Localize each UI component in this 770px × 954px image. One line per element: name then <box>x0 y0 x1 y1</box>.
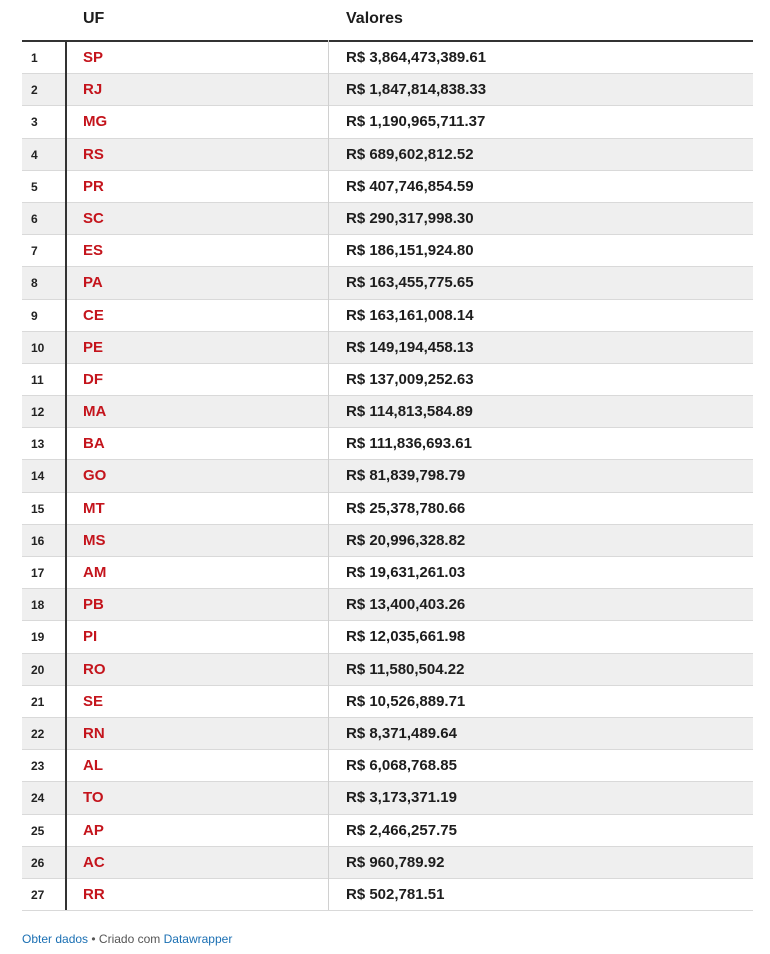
row-rank: 26 <box>31 855 45 870</box>
column-header-valores[interactable]: Valores <box>346 10 403 27</box>
table-row <box>22 589 753 621</box>
row-uf: SE <box>83 692 104 710</box>
row-rank: 11 <box>31 372 44 387</box>
row-value: R$ 407,746,854.59 <box>346 177 474 195</box>
row-uf: RN <box>83 724 105 742</box>
table-row <box>22 525 753 557</box>
row-uf: RR <box>83 885 105 903</box>
row-value: R$ 689,602,812.52 <box>346 145 474 163</box>
row-uf: RO <box>83 660 106 678</box>
data-table <box>22 0 753 911</box>
row-rank: 7 <box>31 244 38 259</box>
row-value: R$ 502,781.51 <box>346 885 445 903</box>
table-row <box>22 686 753 718</box>
row-uf: SC <box>83 209 104 227</box>
row-value: R$ 2,466,257.75 <box>346 821 457 839</box>
row-rank: 24 <box>31 791 45 806</box>
table-row <box>22 815 753 847</box>
row-uf: RJ <box>83 81 103 99</box>
row-uf: MS <box>83 531 106 549</box>
table-body <box>22 42 753 911</box>
row-uf: CE <box>83 306 104 324</box>
table-row <box>22 654 753 686</box>
row-rank: 22 <box>31 726 45 741</box>
row-uf: RS <box>83 145 104 163</box>
table-row <box>22 460 753 492</box>
row-rank: 2 <box>31 83 38 98</box>
row-value: R$ 1,847,814,838.33 <box>346 81 487 99</box>
row-uf: MG <box>83 113 108 131</box>
get-data-link[interactable]: Obter dados <box>22 932 89 946</box>
row-rank: 21 <box>31 694 45 709</box>
row-rank: 5 <box>31 179 38 194</box>
row-uf: AM <box>83 564 107 581</box>
row-uf: TO <box>83 789 104 807</box>
table-row <box>22 879 753 911</box>
row-rank: 16 <box>31 533 45 548</box>
table-row <box>22 493 753 525</box>
row-rank: 17 <box>31 566 45 580</box>
row-rank: 4 <box>31 147 38 162</box>
row-uf: PE <box>83 338 104 356</box>
table-row <box>22 364 753 396</box>
table-row <box>22 396 753 428</box>
table-row <box>22 171 753 203</box>
table-row <box>22 750 753 782</box>
row-rank: 9 <box>31 308 38 323</box>
table-row <box>22 621 753 653</box>
row-uf: PB <box>83 596 104 614</box>
row-rank: 14 <box>31 469 45 484</box>
row-value: R$ 19,631,261.03 <box>346 564 466 581</box>
row-value: R$ 20,996,328.82 <box>346 531 466 549</box>
row-value: R$ 13,400,403.26 <box>346 596 466 614</box>
row-rank: 23 <box>31 759 45 774</box>
footer-credit-text: • Criado com <box>88 932 164 946</box>
row-value: R$ 3,864,473,389.61 <box>346 49 487 66</box>
row-value: R$ 3,173,371.19 <box>346 789 457 807</box>
table-row <box>22 74 753 106</box>
datawrapper-link[interactable]: Datawrapper <box>163 932 233 946</box>
row-rank: 6 <box>31 211 38 226</box>
row-value: R$ 10,526,889.71 <box>346 692 466 710</box>
row-uf: AP <box>83 821 104 839</box>
table-row <box>22 139 753 171</box>
row-uf: DF <box>83 370 103 388</box>
row-value: R$ 6,068,768.85 <box>346 757 457 775</box>
column-divider <box>328 40 329 910</box>
table-row <box>22 267 753 299</box>
row-uf: SP <box>83 49 104 66</box>
row-value: R$ 11,580,504.22 <box>346 660 465 678</box>
row-value: R$ 25,378,780.66 <box>346 499 466 517</box>
row-rank: 18 <box>31 598 45 613</box>
row-value: R$ 81,839,798.79 <box>346 467 466 485</box>
table-row <box>22 106 753 138</box>
table-row <box>22 782 753 814</box>
row-value: R$ 163,455,775.65 <box>346 274 474 292</box>
row-value: R$ 1,190,965,711.37 <box>346 113 486 131</box>
row-uf: PI <box>83 628 98 646</box>
row-value: R$ 111,836,693.61 <box>346 435 472 453</box>
table-row <box>22 557 753 589</box>
row-uf: PR <box>83 177 104 195</box>
row-uf: MT <box>83 499 105 517</box>
row-rank: 15 <box>31 501 45 516</box>
row-rank: 1 <box>31 51 38 65</box>
table-row <box>22 847 753 879</box>
row-value: R$ 290,317,998.30 <box>346 209 474 227</box>
row-uf: PA <box>83 274 103 292</box>
footer <box>22 932 232 946</box>
row-rank: 8 <box>31 276 38 291</box>
row-value: R$ 137,009,252.63 <box>346 370 474 388</box>
row-uf: BA <box>83 435 105 453</box>
row-value: R$ 186,151,924.80 <box>346 242 474 260</box>
row-rank: 27 <box>31 887 45 902</box>
row-value: R$ 114,813,584.89 <box>346 403 473 421</box>
row-uf: AC <box>83 853 105 871</box>
table-row <box>22 718 753 750</box>
row-rank: 25 <box>31 823 45 838</box>
row-value: R$ 960,789.92 <box>346 853 445 871</box>
row-rank: 13 <box>31 437 45 452</box>
row-value: R$ 12,035,661.98 <box>346 628 466 646</box>
row-uf: AL <box>83 757 103 775</box>
row-uf: GO <box>83 467 107 485</box>
row-value: R$ 149,194,458.13 <box>346 338 474 356</box>
table-row <box>22 235 753 267</box>
row-rank: 3 <box>31 115 38 130</box>
row-rank: 20 <box>31 662 45 677</box>
table-header <box>22 0 753 42</box>
column-header-uf[interactable]: UF <box>83 10 105 27</box>
row-uf: ES <box>83 242 104 260</box>
row-value: R$ 163,161,008.14 <box>346 306 474 324</box>
row-rank: 10 <box>31 340 45 355</box>
table-row <box>22 332 753 364</box>
table-row <box>22 203 753 235</box>
row-value: R$ 8,371,489.64 <box>346 724 457 742</box>
column-divider <box>65 40 67 910</box>
row-rank: 19 <box>31 630 45 645</box>
table-row <box>22 300 753 332</box>
row-rank: 12 <box>31 405 45 420</box>
table-row <box>22 42 753 74</box>
row-uf: MA <box>83 403 107 421</box>
table-row <box>22 428 753 460</box>
